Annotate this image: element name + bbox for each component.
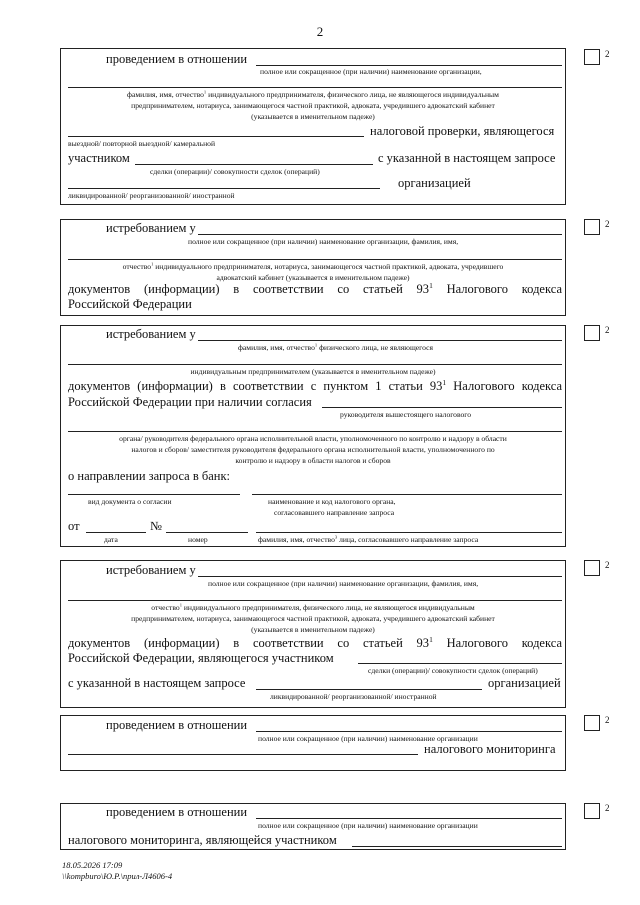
- hint: фамилия, имя, отчество$^1$ индивидуального предпринимателя, физического лица, не являющегося индивидуальным: [127, 89, 499, 99]
- text-documents: документов (информации) в соответствии со статьей $93^1$ Налогового кодекса: [68, 634, 562, 650]
- text-bank-request: о направлении запроса в банк:: [68, 469, 231, 483]
- hint: индивидуальным предпринимателем (указывается в именительном падеже): [190, 367, 436, 376]
- hint: ликвидированной/ реорганизованной/ иностранной: [270, 692, 437, 701]
- hint: руководителя вышестоящего налогового: [340, 410, 472, 419]
- checkbox-request-participant[interactable]: [584, 560, 600, 576]
- text-russian-federation: Российской Федерации: [68, 297, 192, 311]
- text-specified: с указанной в настоящем запросе: [68, 676, 246, 690]
- hint: органа/ руководителя федерального органа исполнительной власти, уполномоченного по контролю и надзору в области: [119, 434, 507, 443]
- text-number-sign: №: [150, 519, 162, 533]
- fill-line: [198, 576, 562, 577]
- fill-line: [68, 494, 240, 495]
- fill-line: [68, 259, 562, 260]
- hint: полное или сокращенное (при наличии) наименование организации: [258, 821, 478, 830]
- hint: полное или сокращенное (при наличии) наименование организации: [258, 734, 478, 743]
- hint: налогов и сборов/ заместителя руководителя федерального органа исполнительной власти, уполномоченного по: [131, 445, 495, 454]
- label-demand: истребованием у: [106, 221, 196, 235]
- hint: полное или сокращенное (при наличии) наименование организации, фамилия, имя,: [208, 579, 479, 588]
- fill-line: [68, 87, 562, 88]
- hint: сделки (операции)/ совокупности сделок (операций): [368, 666, 538, 675]
- hint: дата: [104, 535, 118, 544]
- label-conducting: проведением в отношении: [106, 805, 248, 819]
- footnote-mark: 2: [605, 325, 610, 335]
- fill-line: [252, 494, 562, 495]
- hint: наименование и код налогового органа,: [268, 497, 396, 506]
- hint: контролю и надзору в области налогов и сборов: [235, 456, 391, 465]
- fill-line: [68, 431, 562, 432]
- hint: адвокатский кабинет (указывается в именительном падеже): [216, 273, 410, 282]
- hint: ликвидированной/ реорганизованной/ иностранной: [68, 191, 235, 200]
- text-participant: Российской Федерации, являющегося участником: [68, 651, 334, 665]
- text-documents: документов (информации) в соответствии со статьей $93^1$ Налогового кодекса: [68, 280, 562, 296]
- checkbox-request-art93[interactable]: [584, 219, 600, 235]
- fill-line: [86, 532, 146, 533]
- footer-file-path: \\kompburo\Ю.Р.\прил-Л4606-4: [62, 871, 173, 881]
- hint: отчество$^1$ индивидуального предпринимателя, физического лица, не являющегося индивидуальным: [151, 602, 475, 612]
- hint: предпринимателем, нотариуса, занимающегося частной практикой, адвоката, учредившего адвокатский кабинет: [131, 101, 495, 110]
- footnote-mark: 2: [605, 219, 610, 229]
- fill-line: [68, 754, 418, 755]
- hint: полное или сокращенное (при наличии) наименование организации, фамилия, имя,: [188, 237, 459, 246]
- hint: (указывается в именительном падеже): [251, 625, 375, 634]
- text-tax-check: налоговой проверки, являющегося: [370, 124, 555, 138]
- fill-line: [256, 818, 562, 819]
- footer-timestamp: 18.05.2026 17:09: [62, 860, 123, 870]
- hint: номер: [188, 535, 208, 544]
- hint: полное или сокращенное (при наличии) наименование организации,: [260, 67, 482, 76]
- fill-line: [68, 600, 562, 601]
- text-specified: с указанной в настоящем запросе: [378, 151, 556, 165]
- fill-line: [198, 234, 562, 235]
- hint: фамилия, имя, отчество$^3$ лица, согласовавшего направление запроса: [258, 534, 479, 544]
- fill-line: [352, 846, 562, 847]
- text-organization: организацией: [488, 676, 561, 690]
- fill-line: [256, 731, 562, 732]
- footnote-mark: 2: [605, 715, 610, 725]
- checkbox-tax-audit[interactable]: [584, 49, 600, 65]
- hint: вид документа о согласии: [88, 497, 172, 506]
- footnote-mark: 2: [605, 560, 610, 570]
- text-tax-monitoring: налогового мониторинга: [424, 742, 556, 756]
- hint: согласовавшего направление запроса: [274, 508, 395, 517]
- footnote-mark: 2: [605, 49, 610, 59]
- fill-line: [256, 532, 562, 533]
- fill-line: [358, 663, 562, 664]
- checkbox-tax-monitoring[interactable]: [584, 715, 600, 731]
- text-documents: документов (информации) в соответствии с пунктом 1 статьи $93^1$ Налогового кодекса: [68, 377, 562, 393]
- hint: (указывается в именительном падеже): [251, 112, 375, 121]
- hint: отчество$^1$ индивидуального предпринимателя, нотариуса, занимающегося частной практикой, адвоката, учредившего: [122, 261, 504, 271]
- fill-line: [256, 65, 562, 66]
- checkbox-tax-monitoring-participant[interactable]: [584, 803, 600, 819]
- page-number: 2: [316, 24, 324, 39]
- hint: выездной/ повторной выездной/ камеральной: [68, 139, 216, 148]
- text-from: от: [68, 519, 80, 533]
- label-demand: истребованием у: [106, 563, 196, 577]
- hint: предпринимателем, нотариуса, занимающегося частной практикой, адвоката, учредившего адвокатский кабинет: [131, 614, 495, 623]
- fill-line: [256, 689, 482, 690]
- fill-line: [68, 188, 380, 189]
- label-conducting: проведением в отношении: [106, 52, 248, 66]
- footnote-mark: 2: [605, 803, 610, 813]
- fill-line: [68, 364, 562, 365]
- hint: фамилия, имя, отчество$^1$ физического лица, не являющегося: [238, 342, 433, 352]
- text-consent: Российской Федерации при наличии согласия: [68, 395, 312, 409]
- text-participant: участником: [68, 151, 130, 165]
- label-demand: истребованием у: [106, 327, 196, 341]
- fill-line: [166, 532, 248, 533]
- hint: сделки (операции)/ совокупности сделок (операций): [150, 167, 320, 176]
- fill-line: [68, 136, 364, 137]
- fill-line: [135, 164, 373, 165]
- text-organization: организацией: [398, 176, 471, 190]
- label-conducting: проведением в отношении: [106, 718, 248, 732]
- checkbox-request-individual[interactable]: [584, 325, 600, 341]
- fill-line: [198, 340, 562, 341]
- text-tax-monitoring-participant: налогового мониторинга, являющейся участником: [68, 833, 337, 847]
- fill-line: [322, 407, 562, 408]
